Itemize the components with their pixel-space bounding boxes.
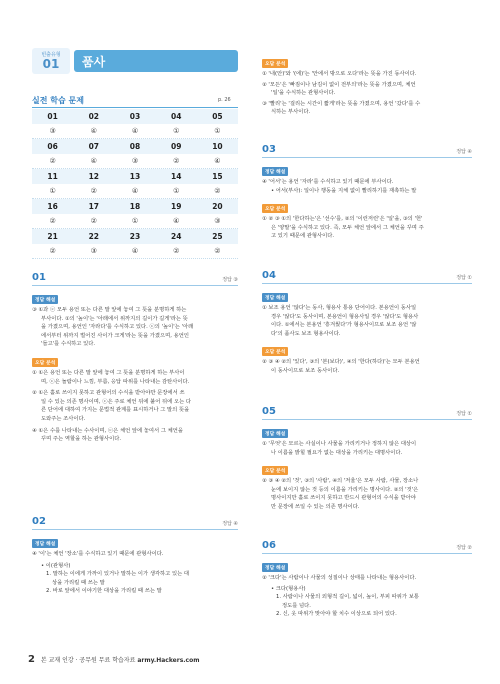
answer-value: ③	[131, 157, 139, 165]
section-number: 05	[262, 406, 276, 417]
text-line: 눈에 보이지 않는 것 등의 이름을 가리키는 명사이다. ②의 '것'은	[271, 486, 419, 493]
question-number: 18	[129, 202, 141, 211]
text-line: ③ ①과 ⓒ 모두 용언 또는 다른 말 앞에 놓여 그 뜻을 분명하게 하는	[32, 307, 187, 313]
text-line: 정도를 넘다.	[282, 602, 311, 609]
section-answer: 정답 ③	[222, 277, 238, 283]
text-line: 에서부터 위까지 벌어진 사이가 크게'라는 뜻을 가졌으며, 용언인	[41, 332, 189, 339]
answer-value: ②	[173, 247, 180, 255]
text-line: ① '무엇'은 모르는 사실이나 사물을 가리키거나 정하지 않은 대상이	[262, 441, 417, 447]
section-header	[262, 144, 472, 158]
text-line: 식하는 부사이다.	[271, 109, 311, 116]
grid-answer-row	[32, 154, 238, 169]
unit-badge	[32, 48, 70, 74]
question-number: 12	[88, 172, 100, 181]
text-line: 명사이지만 홀로 쓰이지 못하고 반드시 관형어의 수식을 받아야	[271, 495, 416, 502]
answer-value: ①	[49, 187, 56, 195]
section-number: 06	[262, 540, 276, 551]
section-answer: 정답 ①	[456, 275, 472, 281]
text-line: 은 '양말'을 수식하고 있다. 즉, 모두 체언 앞에서 그 체언을 꾸며 주	[271, 224, 424, 231]
explanation-tag: 정답 해설	[262, 293, 288, 302]
grid-answer-row	[32, 184, 238, 199]
answer-value: ③	[49, 127, 56, 135]
text-line: 을 가졌으며, 용언인 '자라다'를 수식하고 있다. ⓒ의 '높이'는 '아래	[41, 324, 194, 331]
section-01	[32, 272, 238, 444]
question-number: 23	[129, 232, 141, 241]
text-line: 경우 '않다'도 동사이며, 본용언이 형용사일 경우 '않다'도 형용사	[271, 313, 419, 320]
answer-value: ②	[49, 157, 56, 165]
unit-header	[32, 48, 238, 78]
text-line: ② ③ ④ ②의 '있다', ③의 '본(보다)', ④의 '한다(하다)'는 모두 본용언	[262, 359, 420, 366]
footer-site-link[interactable]: army.Hackers.com	[137, 657, 200, 664]
question-number: 03	[129, 112, 141, 121]
answer-value: ①	[131, 217, 139, 225]
text-line: 이 동사이므로 보조 동사이다.	[271, 367, 340, 374]
question-number: 05	[212, 112, 223, 121]
grid-number-row	[32, 139, 238, 154]
section-03	[262, 144, 472, 241]
unit-label: 빈출유형	[41, 52, 61, 58]
question-number: 21	[47, 232, 58, 241]
text-line: ② '크다'는 사람이나 사물의 성질이나 상태를 나타내는 형용사이다.	[262, 575, 417, 581]
text-line: ② ①은 홀로 쓰이지 못하고 관형어의 수식을 받아야만 문장에서 쓰	[32, 390, 185, 397]
section-02	[32, 516, 238, 596]
definition-bullet: • 이(관형사)	[41, 562, 71, 569]
section-header	[262, 540, 472, 554]
divider	[32, 107, 238, 108]
answer-value: ④	[131, 247, 139, 255]
grid-number-row	[32, 199, 238, 214]
question-number: 08	[129, 142, 141, 151]
title-bar	[74, 50, 238, 72]
text-line: ① '내(안)'와 '(에)'는 '안에서 밖으로 오다'라는 뜻을 가진 동사이다.	[262, 71, 417, 77]
page-number: 2	[28, 654, 35, 665]
section-answer: 정답 ④	[222, 521, 238, 527]
section-06	[262, 540, 472, 619]
answer-value: ④	[173, 217, 180, 225]
question-number: 07	[88, 142, 100, 151]
section-05	[262, 406, 472, 512]
footer-text: 본 교재 인강 · 공무원 무료 학습자료	[40, 657, 136, 664]
explanation-text	[32, 306, 238, 349]
explanation-tag: 정답 해설	[32, 295, 58, 304]
question-number: 20	[212, 202, 223, 211]
page-title: 품사	[82, 55, 106, 69]
text-line: 며, ⓒ은 놀람이나 느낌, 부름, 응답 따위를 나타내는 감탄사이다.	[41, 378, 190, 385]
answer-value: ②	[49, 217, 56, 225]
text-line: '일'을 수식하는 관형사이다.	[271, 90, 336, 97]
text-line: 이다. ①에서는 본용언 '흥겨웠다'가 형용사이므로 보조 용언 '않	[271, 322, 417, 329]
answer-value: ④	[90, 127, 97, 135]
text-line: 른 단어에 대하여 가지는 문법적 관계를 표시하거나 그 말의 뜻을	[41, 407, 190, 414]
text-line: 2. 바로 앞에서 이야기한 대상을 가리킬 때 쓰는 말	[46, 588, 162, 595]
answer-value: ②	[90, 217, 97, 225]
section-answer: 정답 ②	[456, 545, 472, 551]
section-number: 02	[32, 516, 46, 527]
grid-number-row	[32, 109, 238, 124]
answer-grid	[32, 109, 238, 259]
wrong-answer-tag: 오답 분석	[262, 204, 288, 213]
text-line: ④ '이'는 체언 '장소'를 수식하고 있기 때문에 관형사이다.	[32, 551, 164, 557]
wrong-answer-tag: 오답 분석	[262, 59, 288, 68]
answer-value: ④	[214, 157, 221, 165]
section-04	[262, 270, 472, 376]
text-line: 일 수 있는 의존 명사이며, ⓒ은 주로 체언 뒤에 붙어 뒤에 오는 다	[41, 398, 191, 405]
text-line: ④ '어서'는 용언 '자라'를 수식하고 있기 때문에 부사이다.	[262, 179, 394, 185]
answer-value: ④	[131, 127, 139, 135]
answer-value: ②	[173, 157, 180, 165]
grid-number-row	[32, 169, 238, 184]
explanation-tag: 정답 해설	[262, 167, 288, 176]
text-line: '들고'를 수식하고 있다.	[41, 341, 96, 348]
grid-answer-row	[32, 214, 238, 229]
answer-value: ③	[214, 217, 221, 225]
explanation-tag: 정답 해설	[262, 563, 288, 572]
question-number: 19	[170, 202, 182, 211]
question-number: 24	[170, 232, 182, 241]
answer-value: ②	[214, 187, 221, 195]
explanation-tag: 정답 해설	[262, 429, 288, 438]
answer-value: ①	[173, 187, 180, 195]
wrong-answer-tag: 오답 분석	[262, 347, 288, 356]
question-number: 04	[170, 112, 182, 121]
section-answer: 정답 ①	[456, 411, 472, 417]
grid-answer-row	[32, 124, 238, 139]
text-line: 부사이다. ①의 '높이'는 '아래에서 위까지의 길이가 길게'라는 뜻	[41, 315, 188, 322]
section-02-continued	[262, 50, 472, 117]
section-header	[32, 272, 238, 286]
practice-page-ref: p. 26	[218, 97, 231, 103]
question-number: 17	[88, 202, 100, 211]
wrong-answer-text	[32, 369, 238, 444]
text-line: ① ② ③ ①의 '한다하는'은 '선수'를, ②의 '이런저런'은 '일'을, ③의 '헌'	[262, 216, 423, 223]
text-line: ② '모든'은 '빠짐이나 남김이 없이 전부의'라는 뜻을 가졌으며, 체언	[262, 81, 416, 88]
definition-bullet: • 어서(부사): 일이나 행동을 지체 없이 빨리하기를 재촉하는 말	[271, 187, 417, 194]
answer-value: ②	[214, 247, 221, 255]
text-line: 꾸며 주는 역할을 하는 관형사이다.	[41, 436, 122, 443]
question-number: 15	[212, 172, 223, 181]
text-line: 고 있기 때문에 관형사이다.	[271, 233, 335, 240]
explanation-tag: 정답 해설	[32, 539, 58, 548]
text-line: ② ③ ④ ②의 '것', ③의 '사람', ④의 '저울'은 모두 사람, 사물, 장소나	[262, 478, 419, 485]
text-line: ④ ①은 수를 나타내는 수사이며, ⓒ은 체언 앞에 놓여서 그 체언을	[32, 427, 184, 434]
section-number: 03	[262, 144, 276, 155]
question-number: 22	[88, 232, 100, 241]
text-line: 1. 사람이나 사물의 외형적 길이, 넓이, 높이, 부피 따위가 보통	[276, 594, 419, 601]
answer-value: ①	[214, 127, 221, 135]
page-footer	[28, 654, 199, 665]
text-line: 다'의 품사도 보조 형용사이다.	[271, 330, 341, 337]
section-header	[262, 406, 472, 420]
text-line: 나 이름을 밝힐 필요가 없는 대상을 가리키는 대명사이다.	[271, 449, 403, 456]
question-number: 10	[212, 142, 223, 151]
text-line: 1. 말하는 이에게 가까이 있거나 말하는 이가 생각하고 있는 대	[46, 571, 190, 578]
answer-value: ②	[49, 247, 56, 255]
wrong-answer-tag: 오답 분석	[262, 466, 288, 475]
question-number: 16	[47, 202, 58, 211]
text-line: 상을 가리킬 때 쓰는 말	[52, 579, 105, 586]
section-number: 04	[262, 270, 276, 281]
question-number: 13	[129, 172, 141, 181]
section-number: 01	[32, 272, 46, 283]
question-number: 02	[88, 112, 100, 121]
question-number: 09	[170, 142, 182, 151]
section-header	[262, 270, 472, 284]
text-line: ① ①은 용언 또는 다른 말 앞에 놓여 그 뜻을 분명하게 하는 부사이	[32, 369, 185, 376]
wrong-answer-tag: 오답 분석	[32, 358, 58, 367]
question-number: 01	[47, 112, 58, 121]
question-number: 25	[212, 232, 223, 241]
question-number: 11	[47, 172, 58, 181]
answer-value: ③	[90, 247, 97, 255]
question-number: 06	[47, 142, 58, 151]
answer-value: ①	[173, 127, 180, 135]
section-header	[32, 516, 238, 530]
practice-title: 실전 학습 문제	[32, 96, 84, 105]
definition-bullet: • 크다(형용사)	[271, 585, 306, 592]
text-line: 도와주는 조사이다.	[41, 415, 86, 422]
answer-value: ②	[90, 187, 97, 195]
unit-number: 01	[42, 57, 60, 71]
text-line: 2. 신, 옷 따위가 맞아야 할 치수 이상으로 되어 있다.	[276, 611, 397, 618]
section-answer: 정답 ④	[456, 149, 472, 155]
text-line: 만 문장에 쓰일 수 있는 의존 명사이다.	[271, 503, 360, 510]
text-line: ① 보조 용언 '않다'는 동사, 형용사 통용 단어이다. 본용언이 동사일	[262, 305, 417, 311]
grid-answer-row	[32, 244, 238, 259]
text-line: ③ '빨리'는 '걸리는 시간이 짧게'라는 뜻을 가졌으며, 용언 '갔다'를 수	[262, 100, 421, 107]
grid-number-row	[32, 229, 238, 244]
answer-value: ④	[131, 187, 139, 195]
question-number: 14	[170, 172, 182, 181]
answer-value: ④	[90, 157, 97, 165]
